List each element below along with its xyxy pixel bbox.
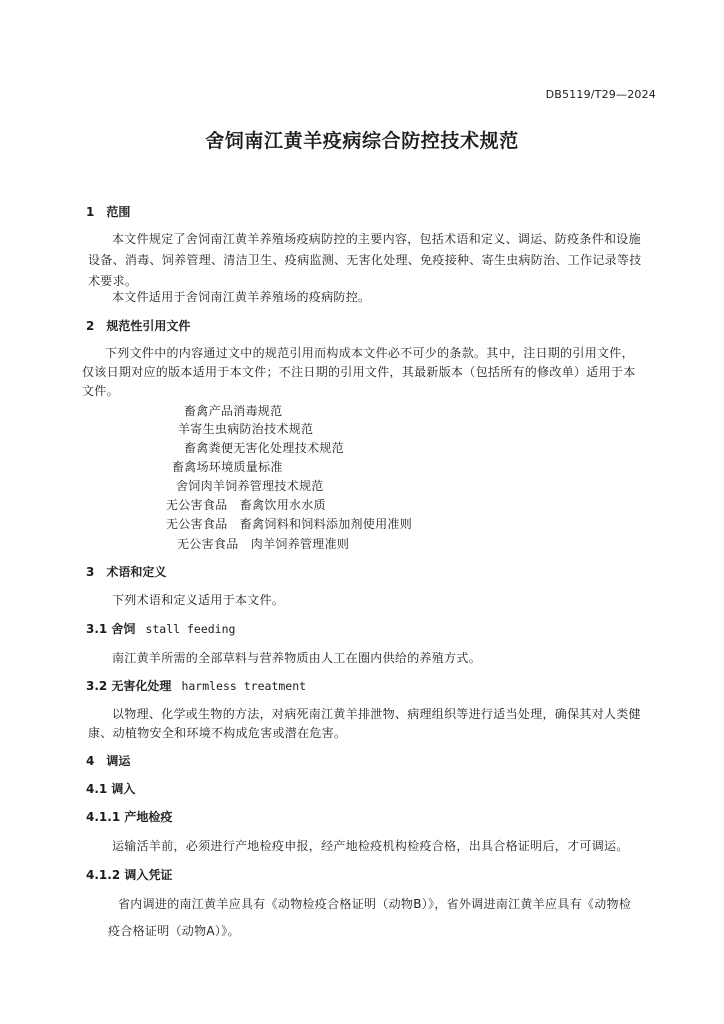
term-3-1-label: 3.1 舍饲 <box>86 622 136 636</box>
s1-para2: 本文件适用于舍饲南江黄羊养殖场的疫病防控。 <box>112 290 371 304</box>
s4-1-1-para: 运输活羊前，必须进行产地检疫申报，经产地检疫机构检疫合格，出具合格证明后，才可调运。 <box>112 839 629 853</box>
reference-item: 无公害食品 畜禽饮用水水质 <box>166 498 326 512</box>
section-4-1-1-heading: 4.1.1 产地检疫 <box>86 810 173 824</box>
s2-intro-line2: 仅该日期对应的版本适用于本文件；不注日期的引用文件，其最新版本（包括所有的修改单）适用于本 <box>82 365 636 379</box>
reference-item: 畜禽粪便无害化处理技术规范 <box>184 441 344 455</box>
document-number: DB5119/T29—2024 <box>545 88 656 101</box>
section-1-heading: 1 范围 <box>86 205 131 219</box>
term-3-2-english: harmless treatment <box>181 679 307 693</box>
section-3-heading: 3 术语和定义 <box>86 565 167 579</box>
reference-item: 无公害食品 肉羊饲养管理准则 <box>177 537 350 551</box>
s1-para1-line3: 术要求。 <box>88 274 138 288</box>
section-4-heading: 4 调运 <box>86 754 131 768</box>
s3-intro: 下列术语和定义适用于本文件。 <box>112 593 285 607</box>
reference-item: 舍饲肉羊饲养管理技术规范 <box>176 479 324 493</box>
s4-1-2-para-line1: 省内调进的南江黄羊应具有《动物检疫合格证明（动物B）》，省外调进南江黄羊应具有《动物检 <box>118 897 632 911</box>
s2-intro-line1: 下列文件中的内容通过文中的规范引用而构成本文件必不可少的条款。其中，注日期的引用文件， <box>105 346 634 360</box>
reference-item: 无公害食品 畜禽饲料和饲料添加剂使用准则 <box>166 517 413 531</box>
s4-1-2-para-line2: 疫合格证明（动物A）》。 <box>108 924 240 938</box>
document-title: 舍饲南江黄羊疫病综合防控技术规范 <box>205 130 519 152</box>
term-3-1-definition: 南江黄羊所需的全部草料与营养物质由人工在圈内供给的养殖方式。 <box>112 651 482 665</box>
term-3-2-label: 3.2 无害化处理 <box>86 679 172 693</box>
section-4-1-heading: 4.1 调入 <box>86 782 136 796</box>
term-3-1-heading <box>86 620 235 637</box>
s1-para1-line1: 本文件规定了舍饲南江黄羊养殖场疫病防控的主要内容，包括术语和定义、调运、防疫条件和设施 <box>112 232 641 246</box>
term-3-2-heading <box>86 677 306 694</box>
s2-intro-line3: 文件。 <box>82 384 119 398</box>
term-3-1-english: stall feeding <box>145 622 236 636</box>
section-2-heading: 2 规范性引用文件 <box>86 319 191 333</box>
reference-item: 畜禽产品消毒规范 <box>184 404 283 418</box>
reference-item: 畜禽场环境质量标准 <box>172 460 283 474</box>
s1-para1-line2: 设备、消毒、饲养管理、清洁卫生、疫病监测、无害化处理、免疫接种、寄生虫病防治、工作记录等技 <box>88 253 642 267</box>
term-3-2-definition-line1: 以物理、化学或生物的方法，对病死南江黄羊排泄物、病理组织等进行适当处理，确保其对人类健 <box>112 707 641 721</box>
reference-item: 羊寄生虫病防治技术规范 <box>178 422 314 436</box>
section-4-1-2-heading: 4.1.2 调入凭证 <box>86 868 173 882</box>
term-3-2-definition-line2: 康、动植物安全和环境不构成危害或潜在危害。 <box>88 726 347 740</box>
